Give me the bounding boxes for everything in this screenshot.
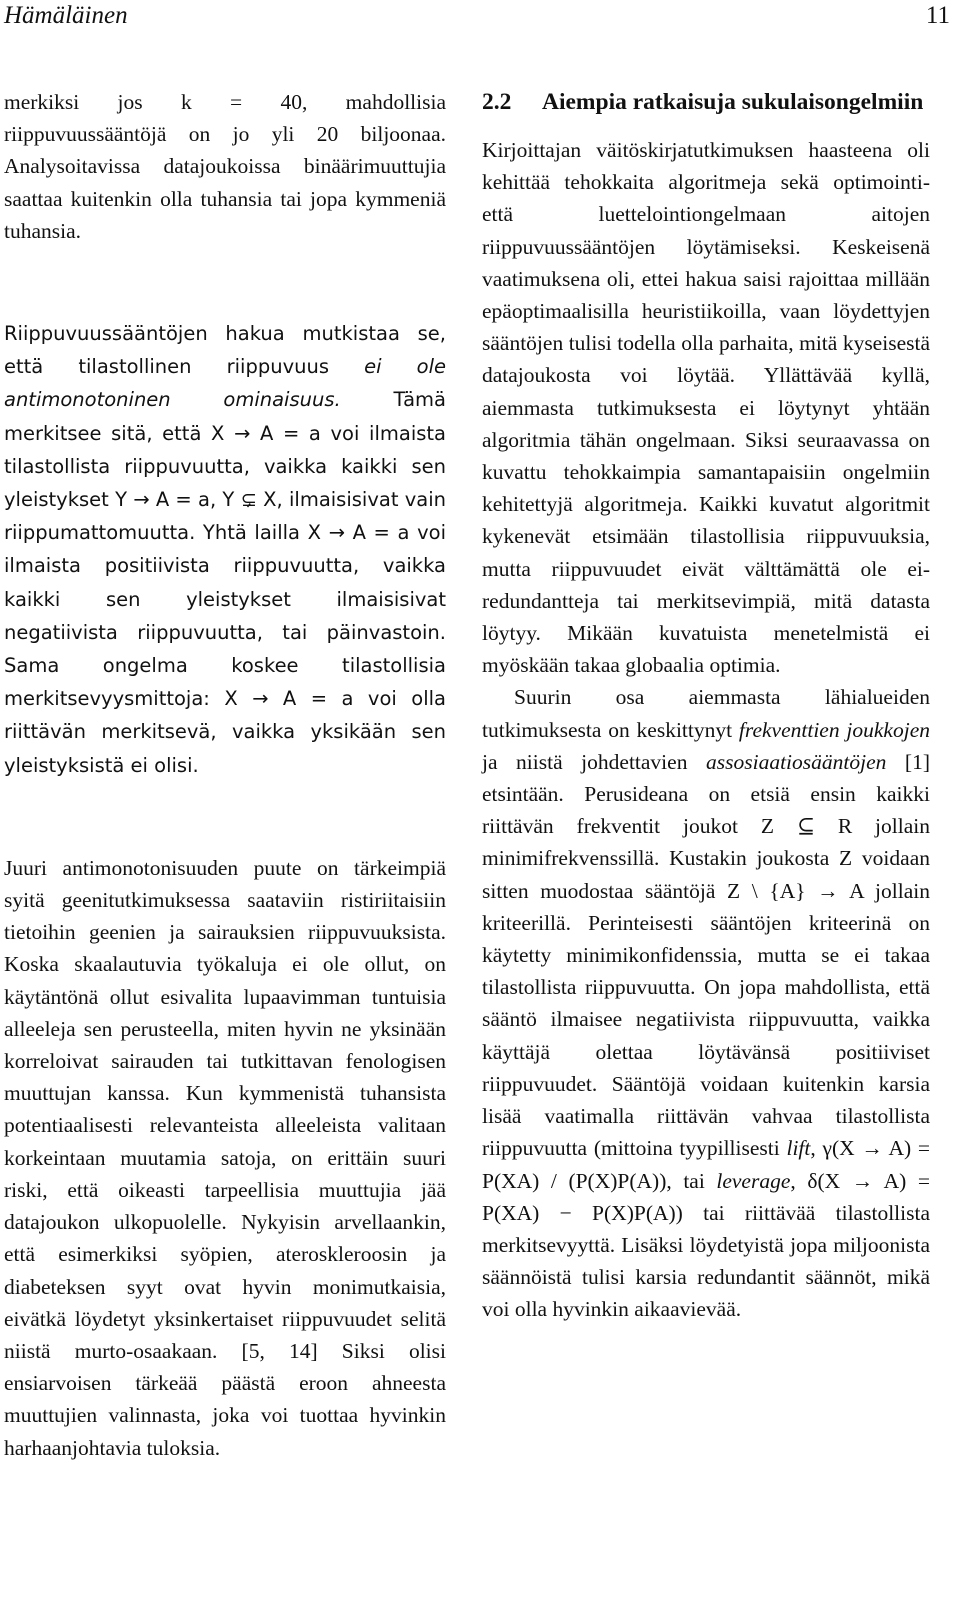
page-number: 11 (925, 2, 950, 29)
p2-emphasis: ei ole antimonotoninen ominaisuus. (4, 355, 446, 412)
left-paragraph-3: Juuri antimonotonisuuden puute on tärkeimpiä syitä geenitutkimuksessa saataviin ristiriitaisiin tietoihin geenien ja sairauksien riippuvuuksista. Koska skaalautuvia työkaluja ei ole ollut, on käytäntönä ollut esivalita lupaavimman tuntuisia alleeleja sen perusteella, miten hyvin ne yksinään korreloivat sairauden tai tutkittavan fenologisen muuttujan kanssa. Kun kymmenistä tuhansista potentiaalisesti relevanteista alleeleista valitaan korkeintaan muutamia satoja, on erittäin suuri riski, että oikeasti tarpeellisia muuttujia jää datajoukon ulkopuolelle. Nykyisin arvellaankin, että esimerkiksi syöpien, ateroskleroosin ja diabeteksen syyt ovat hyvin monimutkaisia, eivätkä löydetyt yksinkertaiset riippuvuudet selitä niistä murto-osaakaan. [5, 14] Siksi olisi ensiarvoisen tärkeää päästä eroon ahneesta muuttujien valinnasta, joka voi tuottaa hyvinkin harhaanjohtavia tuloksia. (4, 855, 446, 1460)
right-paragraph-1: Kirjoittajan väitöskirjatutkimuksen haasteena oli kehittää tehokkaita algoritmeja sekä optimointi- että luettelointiongelmaan aitojen riippuvuussääntöjen löytämiseksi. Keskeisenä vaatimuksena oli, ettei hakua saisi rajoittaa millään epäoptimaalisilla heuristiikoilla, vaan löydettyjen sääntöjen tulisi todella olla parhaita, mitä kyseisestä datajoukosta voi löytää. Yllättävää kyllä, aiemmasta tutkimuksesta ei löytynyt yhtään algoritmia tähän ongelmaan. Siksi seuraavassa on kuvattu tehokkaimpia samantapaisiin ongelmiin kehitettyjä algoritmeja. Kaikki kuvatut algoritmit kykenevät etsimään tilastollisia riippuvuuksia, mutta riippuvuudet eivät välttämättä ole ei-redundantteja tai merkitsevimpiä, mitä datasta löytyy. Mikään kuvatuista menetelmistä ei myöskään takaa globaalia optimia. (482, 138, 930, 678)
p2-part-a: Suurin osa aiemmasta lähialueiden tutkimuksesta on keskittynyt (482, 685, 930, 742)
p2-part-e: , δ(X → A) = P(XA) − P(X)P(A)) tai riittävää tilastollista merkitsevyyttä. Lisäksi löydetyistä jopa miljoonista säännöistä tulisi karsia redundantit säännöt, mikä voi olla hyvinkin aikaavievää. (482, 1168, 930, 1322)
section-number: 2.2 (482, 89, 512, 115)
p2-part-b: ja niistä johdettavien (482, 749, 706, 774)
p2-rest: Tämä merkitsee sitä, että X → A = a voi ilmaista tilastollista riippuvuutta, vaikka kaikki sen yleistykset Y → A = a, Y ⊊ X, ilmaisisivat vain riippumattomuutta. Yhtä lailla X → A = a voi ilmaista positiivista riippuvuutta, vaikka kaikki sen yleistykset ilmaisisivat negatiivista riippuvuutta, tai päinvastoin. Sama ongelma koskee tilastollisia merkitsevyysmittoja: X → A = a voi olla riittävän merkitsevä, vaikka yksikään sen yleistyksistä ei olisi. (4, 388, 446, 777)
term-lift: lift (786, 1136, 811, 1161)
left-paragraph-2 (4, 317, 446, 782)
term-leverage: leverage (716, 1168, 791, 1193)
term-frequent-sets: frekventtien joukkojen (738, 717, 930, 742)
section-heading (482, 86, 930, 118)
section-title: Aiempia ratkaisuja sukulaisongelmiin (542, 89, 924, 115)
right-column (482, 86, 930, 1326)
p2-part-d: , γ(X → A) = P(XA) / (P(X)P(A)), tai (482, 1136, 930, 1193)
running-header-author: Hämäläinen (4, 2, 128, 29)
p2-intro: Riippuvuussääntöjen hakua mutkistaa se, että tilastollinen riippuvuus (4, 322, 446, 379)
left-paragraph-1: merkiksi jos k = 40, mahdollisia riippuvuussääntöjä on jo yli 20 biljoonaa. Analysoitavissa datajoukoissa binäärimuuttujia saattaa kuitenkin olla tuhansia tai jopa kymmeniä tuhansia. (4, 90, 446, 243)
right-paragraph-2 (482, 681, 930, 1325)
p2-part-c: [1] etsintään. Perusideana on etsiä ensin kaikki riittävän frekventit joukot Z ⊆ R jollain minimifrekvenssillä. Kustakin joukosta Z voidaan sitten muodostaa sääntöjä Z \ {A} → A jollain kriteerillä. Perinteisesti sääntöjen kriteerinä on käytetty minimikonfidenssia, mutta se ei takaa tilastollista riippuvuutta. On jopa mahdollista, että sääntö ilmaisee negatiivista riippuvuutta, vaikka käyttäjä olettaa löytävänsä positiiviset riippuvuudet. Sääntöjä voidaan kuitenkin karsia lisää vaatimalla riittävän vahvaa tilastollista riippuvuutta (mittoina tyypillisesti (482, 749, 930, 1161)
left-column (4, 86, 446, 1464)
term-association-rules: assosiaatiosääntöjen (706, 749, 887, 774)
